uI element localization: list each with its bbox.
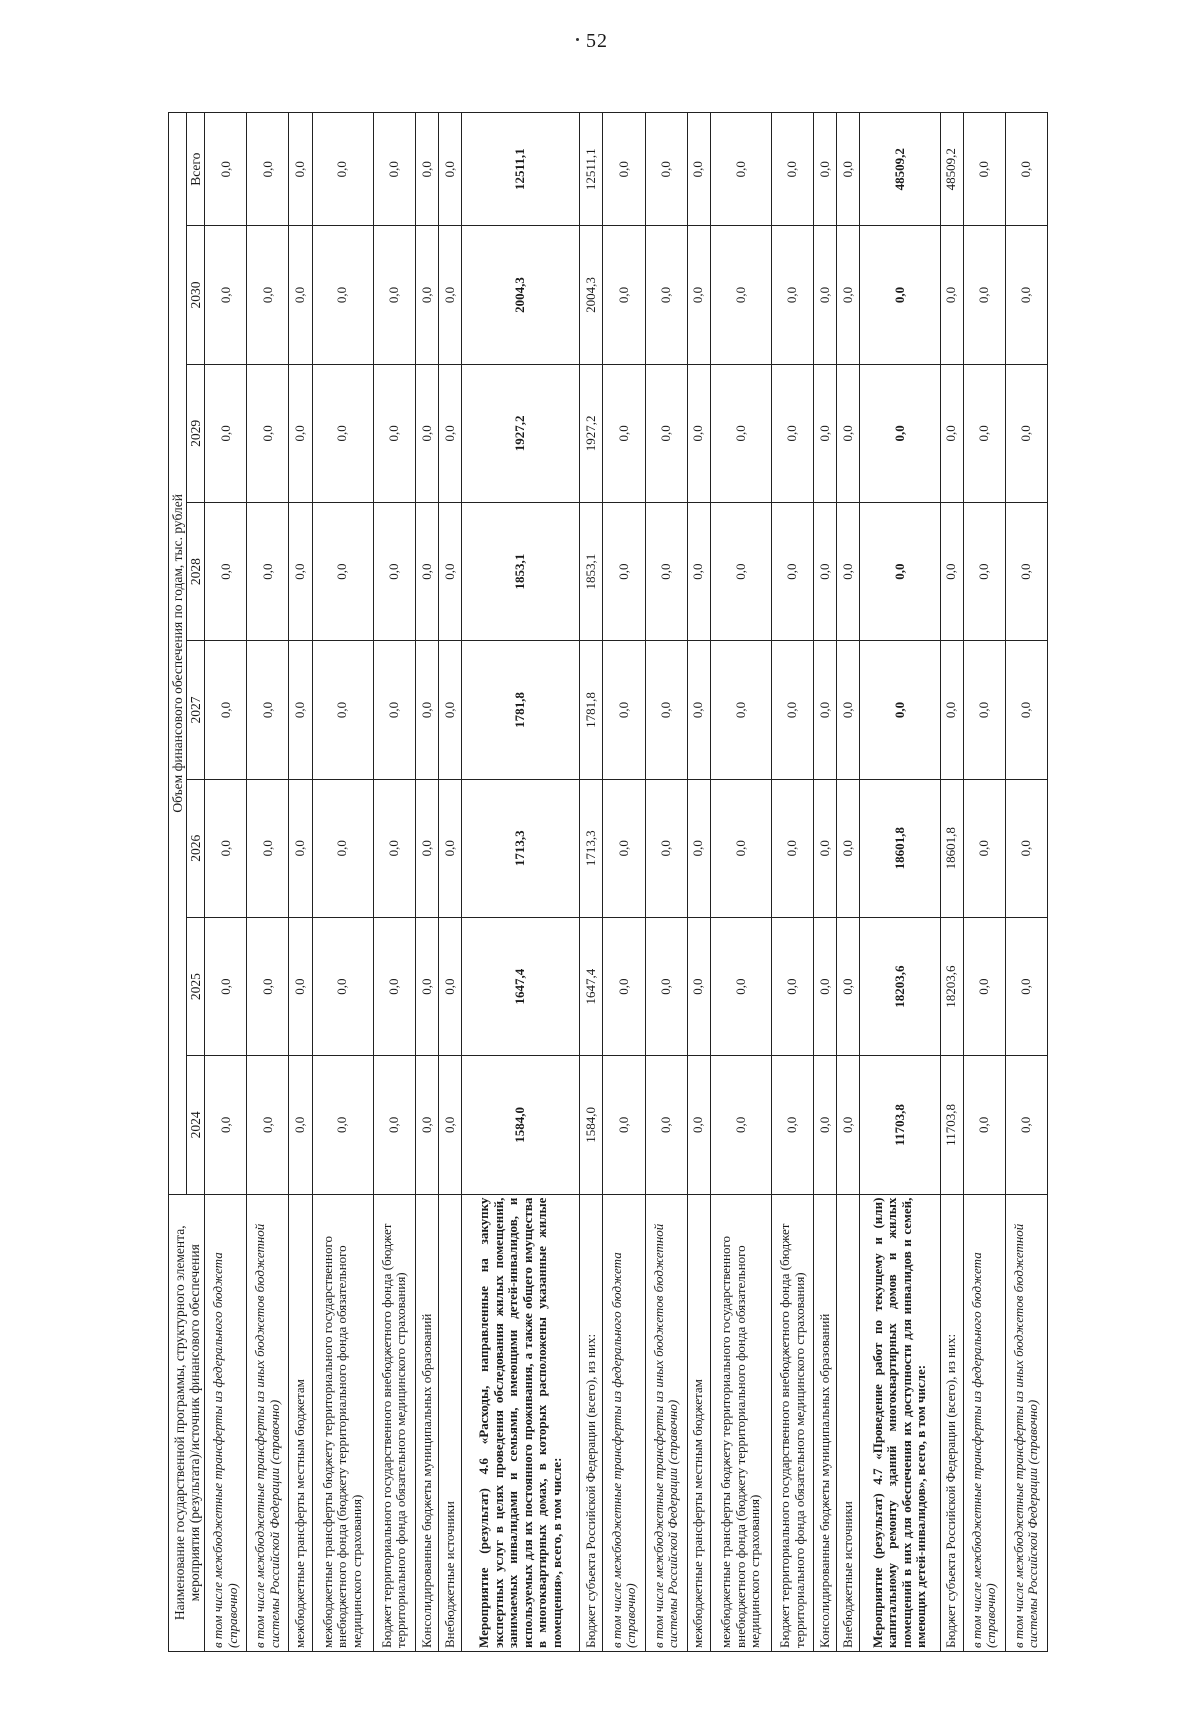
row-year-value: 0,0: [289, 641, 312, 779]
row-year-value: 0,0: [312, 641, 373, 779]
row-year-value: 1927,2: [461, 364, 580, 502]
row-year-value: 0,0: [860, 641, 940, 779]
row-source-name: Внебюджетные источники: [837, 1194, 860, 1651]
row-year-value: 0,0: [312, 503, 373, 641]
row-year-value: 11703,8: [860, 1056, 940, 1194]
row-source-name: в том числе межбюджетные трансферты из иных бюджетов бюджетной системы Российской Федерации (справочно): [1005, 1194, 1047, 1651]
row-year-value: 0,0: [247, 779, 289, 917]
row-total-value: 48509,2: [940, 113, 963, 226]
table-row: [772, 113, 814, 1652]
row-total-value: 0,0: [438, 113, 461, 226]
row-total-value: 0,0: [772, 113, 814, 226]
row-total-value: 0,0: [837, 113, 860, 226]
header-total: Всего: [187, 113, 205, 226]
row-year-value: 0,0: [710, 641, 771, 779]
row-year-value: 0,0: [415, 917, 438, 1055]
header-year: 2030: [187, 226, 205, 364]
row-year-value: 18601,8: [940, 779, 963, 917]
row-year-value: 0,0: [373, 779, 415, 917]
table-body: [205, 113, 1048, 1652]
row-year-value: 0,0: [289, 1056, 312, 1194]
row-total-value: 0,0: [645, 113, 687, 226]
row-year-value: 0,0: [415, 779, 438, 917]
row-year-value: 0,0: [205, 779, 247, 917]
row-year-value: 0,0: [772, 503, 814, 641]
row-year-value: 2004,3: [580, 226, 603, 364]
row-year-value: 1713,3: [461, 779, 580, 917]
row-total-value: 0,0: [963, 113, 1005, 226]
row-year-value: 0,0: [373, 1056, 415, 1194]
row-year-value: 0,0: [312, 364, 373, 502]
row-source-name: межбюджетные трансферты местным бюджетам: [289, 1194, 312, 1651]
table-row: [438, 113, 461, 1652]
row-year-value: 0,0: [860, 364, 940, 502]
row-total-value: 0,0: [687, 113, 710, 226]
row-year-value: 0,0: [438, 503, 461, 641]
row-year-value: 0,0: [687, 1056, 710, 1194]
row-source-name: Мероприятие (результат) 4.6 «Расходы, направленные на закупку экспертных услуг в целях проведения обследования жилых помещений, занимаемых инвалидами и семьями, имеющими детей-инвалидов, и используемых для их постоянного проживания, а также общего имущества в многоквартирных домах, в которых расположены указанные жилые помещения», всего, в том числе:: [461, 1194, 580, 1651]
row-year-value: 0,0: [963, 917, 1005, 1055]
row-year-value: 2004,3: [461, 226, 580, 364]
row-year-value: 18601,8: [860, 779, 940, 917]
rotated-table-wrapper: [168, 112, 1048, 1652]
row-year-value: 0,0: [289, 917, 312, 1055]
header-year: 2025: [187, 917, 205, 1055]
header-year: 2028: [187, 503, 205, 641]
row-year-value: 1584,0: [461, 1056, 580, 1194]
table-row: [837, 113, 860, 1652]
row-year-value: 0,0: [814, 1056, 837, 1194]
row-year-value: 0,0: [645, 641, 687, 779]
row-year-value: 0,0: [814, 364, 837, 502]
row-year-value: 0,0: [963, 641, 1005, 779]
row-year-value: 0,0: [814, 226, 837, 364]
table-row: [289, 113, 312, 1652]
row-year-value: 0,0: [438, 641, 461, 779]
row-year-value: 0,0: [312, 917, 373, 1055]
row-year-value: 0,0: [247, 226, 289, 364]
row-year-value: 0,0: [963, 503, 1005, 641]
row-year-value: 0,0: [438, 226, 461, 364]
row-year-value: 0,0: [963, 1056, 1005, 1194]
row-year-value: 0,0: [837, 503, 860, 641]
row-year-value: 0,0: [1005, 917, 1047, 1055]
row-year-value: 0,0: [603, 503, 645, 641]
row-year-value: 0,0: [772, 1056, 814, 1194]
table-row: [603, 113, 645, 1652]
row-year-value: 0,0: [205, 641, 247, 779]
row-total-value: 12511,1: [580, 113, 603, 226]
row-year-value: 0,0: [837, 1056, 860, 1194]
row-year-value: 0,0: [312, 779, 373, 917]
row-year-value: 0,0: [645, 226, 687, 364]
header-name-column: Наименование государственной программы, структурного элемента, мероприятия (результата)/источник финансового обеспечения: [169, 1194, 205, 1651]
row-total-value: 0,0: [289, 113, 312, 226]
row-total-value: 0,0: [1005, 113, 1047, 226]
row-total-value: 0,0: [415, 113, 438, 226]
row-year-value: 0,0: [415, 641, 438, 779]
row-year-value: 0,0: [710, 226, 771, 364]
row-year-value: 0,0: [687, 917, 710, 1055]
row-year-value: 18203,6: [860, 917, 940, 1055]
row-source-name: Внебюджетные источники: [438, 1194, 461, 1651]
row-year-value: 0,0: [814, 503, 837, 641]
financing-table: [168, 112, 1048, 1652]
header-year: 2029: [187, 364, 205, 502]
row-year-value: 18203,6: [940, 917, 963, 1055]
row-year-value: 0,0: [687, 779, 710, 917]
row-year-value: 0,0: [415, 226, 438, 364]
row-year-value: 0,0: [603, 226, 645, 364]
page-dot: [576, 38, 579, 41]
row-year-value: 0,0: [603, 364, 645, 502]
row-year-value: 0,0: [438, 1056, 461, 1194]
table-row: [205, 113, 247, 1652]
row-total-value: 0,0: [247, 113, 289, 226]
row-year-value: 1927,2: [580, 364, 603, 502]
row-year-value: 0,0: [373, 641, 415, 779]
row-year-value: 0,0: [1005, 641, 1047, 779]
header-year: 2024: [187, 1056, 205, 1194]
row-source-name: в том числе межбюджетные трансферты из федерального бюджета (справочно): [963, 1194, 1005, 1651]
row-year-value: 0,0: [603, 779, 645, 917]
row-year-value: 0,0: [710, 779, 771, 917]
row-source-name: Консолидированные бюджеты муниципальных образований: [814, 1194, 837, 1651]
row-year-value: 1781,8: [580, 641, 603, 779]
row-year-value: 0,0: [247, 641, 289, 779]
row-year-value: 0,0: [415, 364, 438, 502]
row-source-name: Мероприятие (результат) 4.7 «Проведение работ по текущему и (или) капитальному ремонту зданий многоквартирных домов и жилых помещений в них для обеспечения их доступности для инвалидов и семей, имеющих детей-инвалидов», всего, в том числе:: [860, 1194, 940, 1651]
row-year-value: 0,0: [603, 917, 645, 1055]
row-year-value: 0,0: [963, 364, 1005, 502]
row-year-value: 0,0: [205, 503, 247, 641]
table-row: [645, 113, 687, 1652]
row-year-value: 0,0: [837, 226, 860, 364]
row-year-value: 0,0: [860, 503, 940, 641]
row-year-value: 0,0: [289, 503, 312, 641]
row-source-name: в том числе межбюджетные трансферты из иных бюджетов бюджетной системы Российской Федерации (справочно): [247, 1194, 289, 1651]
row-year-value: 0,0: [603, 641, 645, 779]
row-year-value: 0,0: [772, 364, 814, 502]
row-year-value: 1647,4: [580, 917, 603, 1055]
row-year-value: 0,0: [289, 779, 312, 917]
row-total-value: 0,0: [373, 113, 415, 226]
table-row: [312, 113, 373, 1652]
row-year-value: 0,0: [205, 1056, 247, 1194]
row-total-value: 12511,1: [461, 113, 580, 226]
row-year-value: 0,0: [772, 917, 814, 1055]
table-row: [1005, 113, 1047, 1652]
table-row: [940, 113, 963, 1652]
row-source-name: межбюджетные трансферты бюджету территориального государственного внебюджетного фонда (бюджету территориального фонда обязательного медицинского страхования): [710, 1194, 771, 1651]
row-year-value: 0,0: [860, 226, 940, 364]
row-year-value: 0,0: [940, 641, 963, 779]
row-year-value: 0,0: [415, 1056, 438, 1194]
table-row: [415, 113, 438, 1652]
table-row: [963, 113, 1005, 1652]
row-year-value: 0,0: [373, 917, 415, 1055]
row-year-value: 0,0: [289, 364, 312, 502]
row-year-value: 1781,8: [461, 641, 580, 779]
row-year-value: 1584,0: [580, 1056, 603, 1194]
row-year-value: 0,0: [837, 364, 860, 502]
row-year-value: 0,0: [772, 779, 814, 917]
row-year-value: 0,0: [710, 503, 771, 641]
row-year-value: 0,0: [772, 641, 814, 779]
row-source-name: в том числе межбюджетные трансферты из федерального бюджета (справочно): [205, 1194, 247, 1651]
row-year-value: 0,0: [645, 1056, 687, 1194]
row-year-value: 0,0: [645, 503, 687, 641]
table-row: [814, 113, 837, 1652]
row-year-value: 0,0: [687, 364, 710, 502]
row-year-value: 0,0: [687, 226, 710, 364]
row-year-value: 0,0: [438, 364, 461, 502]
table-row: [461, 113, 580, 1652]
row-year-value: 0,0: [312, 226, 373, 364]
row-year-value: 0,0: [205, 364, 247, 502]
row-year-value: 0,0: [963, 226, 1005, 364]
row-year-value: 0,0: [772, 226, 814, 364]
row-year-value: 0,0: [940, 364, 963, 502]
row-year-value: 0,0: [837, 779, 860, 917]
row-year-value: 1713,3: [580, 779, 603, 917]
row-year-value: 1853,1: [461, 503, 580, 641]
table-row: [580, 113, 603, 1652]
row-source-name: в том числе межбюджетные трансферты из федерального бюджета (справочно): [603, 1194, 645, 1651]
row-year-value: 0,0: [814, 779, 837, 917]
row-total-value: 0,0: [205, 113, 247, 226]
row-year-value: 0,0: [373, 503, 415, 641]
row-year-value: 0,0: [1005, 364, 1047, 502]
row-year-value: 0,0: [205, 917, 247, 1055]
row-year-value: 0,0: [289, 226, 312, 364]
row-total-value: 0,0: [814, 113, 837, 226]
row-total-value: 0,0: [312, 113, 373, 226]
row-source-name: Бюджет территориального государственного внебюджетного фонда (бюджет территориального фонда обязательного медицинского страхования): [373, 1194, 415, 1651]
row-year-value: 0,0: [814, 641, 837, 779]
row-year-value: 0,0: [603, 1056, 645, 1194]
row-source-name: Консолидированные бюджеты муниципальных образований: [415, 1194, 438, 1651]
table-row: [247, 113, 289, 1652]
row-year-value: 0,0: [438, 917, 461, 1055]
row-year-value: 0,0: [940, 226, 963, 364]
row-year-value: 0,0: [710, 364, 771, 502]
row-year-value: 0,0: [247, 1056, 289, 1194]
row-year-value: 0,0: [645, 917, 687, 1055]
row-year-value: 0,0: [1005, 779, 1047, 917]
row-year-value: 1853,1: [580, 503, 603, 641]
row-total-value: 0,0: [603, 113, 645, 226]
row-year-value: 0,0: [438, 779, 461, 917]
row-year-value: 0,0: [687, 503, 710, 641]
row-year-value: 0,0: [247, 364, 289, 502]
header-year: 2026: [187, 779, 205, 917]
row-source-name: Бюджет субъекта Российской Федерации (всего), из них:: [580, 1194, 603, 1651]
row-year-value: 0,0: [247, 917, 289, 1055]
row-source-name: межбюджетные трансферты местным бюджетам: [687, 1194, 710, 1651]
table-row: [687, 113, 710, 1652]
row-year-value: 0,0: [312, 1056, 373, 1194]
row-year-value: 0,0: [814, 917, 837, 1055]
row-year-value: 0,0: [645, 364, 687, 502]
header-volume-group: Объем финансового обеспечения по годам, тыс. рублей: [169, 113, 187, 1195]
row-year-value: 0,0: [687, 641, 710, 779]
row-year-value: 0,0: [645, 779, 687, 917]
row-year-value: 1647,4: [461, 917, 580, 1055]
table-row: [373, 113, 415, 1652]
row-year-value: 0,0: [837, 917, 860, 1055]
table-row: [860, 113, 940, 1652]
row-total-value: 48509,2: [860, 113, 940, 226]
row-year-value: 0,0: [940, 503, 963, 641]
page-number: 52: [586, 30, 608, 52]
row-year-value: 0,0: [247, 503, 289, 641]
row-total-value: 0,0: [710, 113, 771, 226]
row-year-value: 0,0: [710, 917, 771, 1055]
row-year-value: 0,0: [963, 779, 1005, 917]
row-year-value: 0,0: [373, 364, 415, 502]
row-year-value: 11703,8: [940, 1056, 963, 1194]
row-year-value: 0,0: [837, 641, 860, 779]
row-year-value: 0,0: [1005, 1056, 1047, 1194]
row-source-name: в том числе межбюджетные трансферты из иных бюджетов бюджетной системы Российской Федерации (справочно): [645, 1194, 687, 1651]
header-year: 2027: [187, 641, 205, 779]
row-year-value: 0,0: [373, 226, 415, 364]
row-source-name: Бюджет территориального государственного внебюджетного фонда (бюджет территориального фонда обязательного медицинского страхования): [772, 1194, 814, 1651]
row-year-value: 0,0: [415, 503, 438, 641]
row-year-value: 0,0: [205, 226, 247, 364]
row-source-name: межбюджетные трансферты бюджету территориального государственного внебюджетного фонда (бюджету территориального фонда обязательного медицинского страхования): [312, 1194, 373, 1651]
row-year-value: 0,0: [1005, 226, 1047, 364]
header-row-group: [169, 113, 187, 1652]
row-year-value: 0,0: [1005, 503, 1047, 641]
row-source-name: Бюджет субъекта Российской Федерации (всего), из них:: [940, 1194, 963, 1651]
row-year-value: 0,0: [710, 1056, 771, 1194]
table-row: [710, 113, 771, 1652]
